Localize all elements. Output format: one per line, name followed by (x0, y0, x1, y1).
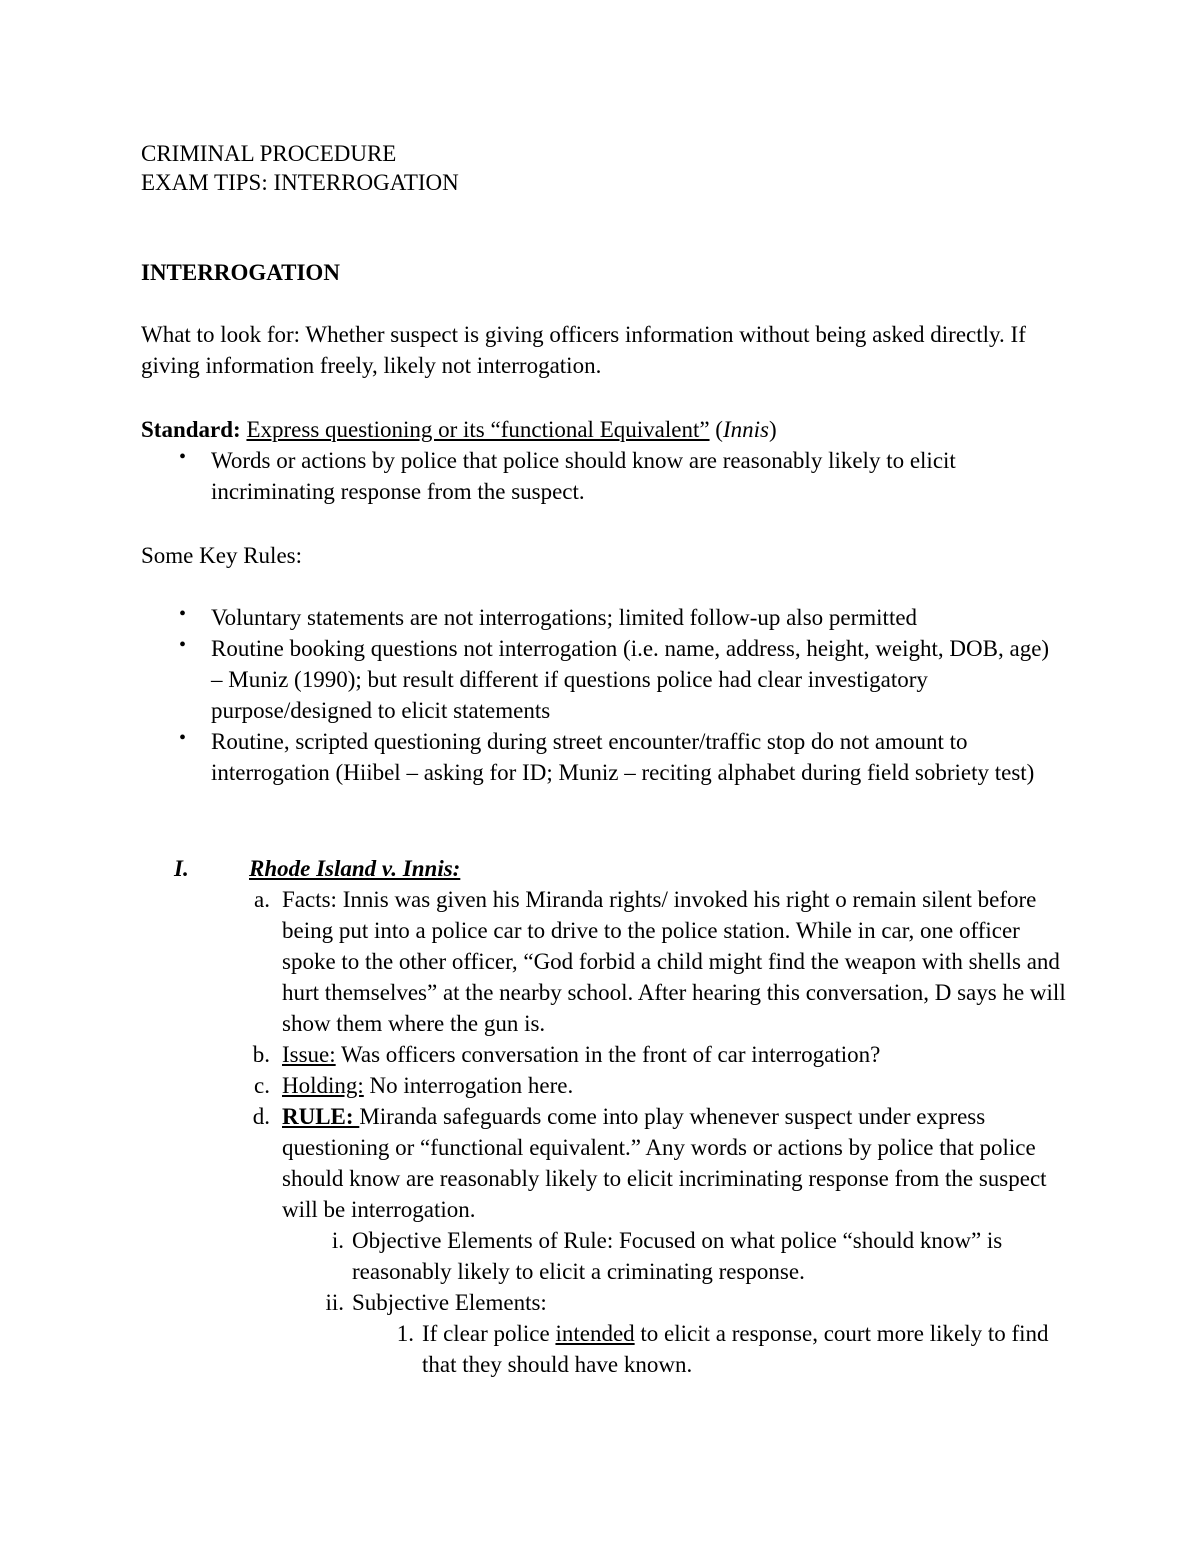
list-item (141, 445, 1061, 507)
what-to-look-for-paragraph: What to look for: Whether suspect is giving officers information without being asked directly. If giving information freely, likely not interrogation. (141, 322, 1026, 378)
list-item (254, 884, 1067, 1039)
key-rules-heading: Some Key Rules: (141, 543, 302, 568)
list-item (141, 633, 1061, 726)
key-rules-list (141, 602, 1061, 788)
bullet-icon: • (179, 603, 187, 625)
list-marker: d. (252, 1104, 270, 1129)
list-marker: b. (252, 1042, 270, 1067)
rule-elements-list (325, 1225, 1072, 1380)
list-marker: ii. (325, 1290, 344, 1315)
intent-text-post: to elicit a response, court more likely to find that they should have known. (422, 1321, 1049, 1377)
list-item (141, 602, 1061, 633)
issue-label: Issue: (282, 1042, 336, 1067)
standard-case-name: Innis (722, 417, 769, 442)
objective-elements-text: Objective Elements of Rule: Focused on what police “should know” is reasonably likely to elicit a criminating response. (352, 1228, 1003, 1284)
intended-word: intended (555, 1321, 635, 1346)
list-marker: 1. (396, 1321, 414, 1346)
list-item (331, 1225, 1072, 1287)
standard-label: Standard: (141, 417, 241, 442)
case-numeral: I. (174, 856, 189, 881)
list-item (252, 1101, 1067, 1380)
bullet-icon: • (179, 727, 187, 749)
bullet-text: Routine, scripted questioning during street encounter/traffic stop do not amount to interrogation (Hiibel – asking for ID; Muniz – reciting alphabet during field sobriety test) (211, 729, 1035, 785)
bullet-text: Words or actions by police that police should know are reasonably likely to elicit incriminating response from the suspect. (211, 448, 956, 504)
rule-label: RULE: (282, 1104, 360, 1129)
list-item (254, 1070, 1067, 1101)
section-heading: INTERROGATION (141, 260, 340, 285)
list-marker: c. (254, 1073, 270, 1098)
list-item (325, 1287, 1072, 1380)
list-marker: a. (254, 887, 270, 912)
case-open-paren: ( (709, 417, 723, 442)
bullet-text: Routine booking questions not interrogation (i.e. name, address, height, weight, DOB, age) – Muniz (1990); but result different if questions police had clear investigatory purpose/designed to elicit statements (211, 636, 1050, 723)
holding-text: No interrogation here. (363, 1073, 574, 1098)
list-marker: i. (331, 1228, 344, 1253)
subjective-elements-text: Subjective Elements: (352, 1290, 547, 1315)
case-close-paren: ) (768, 417, 777, 442)
list-item (141, 726, 1061, 788)
facts-text: Facts: Innis was given his Miranda rights/ invoked his right o remain silent before being put into a police car to drive to the police station. While in car, one officer spoke to the other officer, “God forbid a child might find the weapon with shells and hurt themselves” at the nearby school. After hearing this conversation, D says he will show them where the gun is. (282, 887, 1066, 1036)
rule-text: Miranda safeguards come into play whenever suspect under express questioning or “functional equivalent.” Any words or actions by police that police should know are reasonably likely to elicit incriminating response from the suspect will be interrogation. (282, 1104, 1047, 1222)
subjective-elements-list (396, 1318, 1062, 1380)
document-header (141, 139, 459, 197)
case-outline (252, 884, 1067, 1380)
standard-text: Express questioning or its “functional Equivalent” (246, 417, 710, 442)
standard-line (141, 414, 777, 445)
intent-text-pre: If clear police (422, 1321, 556, 1346)
list-item (252, 1039, 1067, 1070)
bullet-icon: • (179, 634, 187, 656)
course-title: CRIMINAL PROCEDURE (141, 141, 397, 166)
list-item (396, 1318, 1062, 1380)
document-subtitle: EXAM TIPS: INTERROGATION (141, 170, 459, 195)
issue-text: Was officers conversation in the front of car interrogation? (335, 1042, 881, 1067)
holding-label: Holding: (282, 1073, 364, 1098)
case-title: Rhode Island v. Innis: (249, 856, 461, 881)
bullet-text: Voluntary statements are not interrogations; limited follow-up also permitted (211, 605, 918, 630)
bullet-icon: • (179, 446, 187, 468)
standard-bullet-list (141, 445, 1061, 507)
